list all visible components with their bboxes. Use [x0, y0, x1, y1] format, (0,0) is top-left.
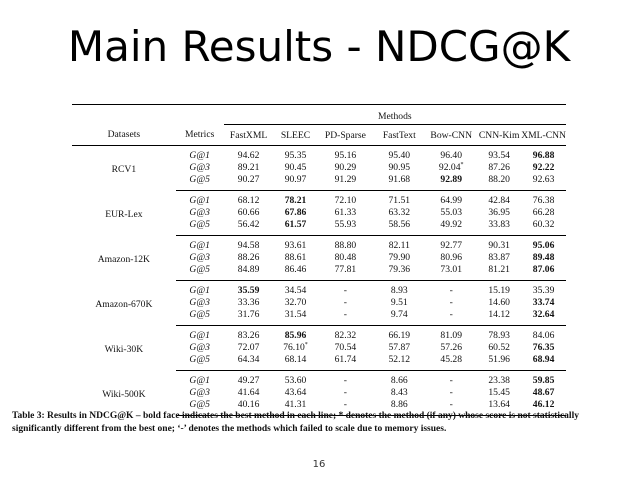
table-body [72, 146, 566, 416]
value-text: - [449, 297, 453, 308]
value-text: 90.97 [284, 174, 307, 185]
value-text: - [343, 285, 347, 296]
metric-cell: G@3 [189, 297, 210, 308]
value-cell [373, 207, 425, 219]
value-cell [373, 342, 425, 354]
value-cell [224, 354, 274, 371]
value-cell [274, 219, 318, 236]
value-cell [521, 264, 566, 281]
value-cell [224, 219, 274, 236]
column-header-fastxml: FastXML [224, 125, 274, 146]
value-text: 33.36 [237, 297, 260, 308]
value-cell [425, 342, 477, 354]
value-cell [373, 174, 425, 191]
value-cell [317, 252, 373, 264]
value-cell [373, 371, 425, 388]
value-cell [274, 297, 318, 309]
value-cell [317, 264, 373, 281]
value-cell [373, 297, 425, 309]
value-text: 90.31 [488, 240, 510, 251]
value-cell [373, 281, 425, 298]
metric-cell: G@1 [189, 285, 210, 296]
value-cell [477, 297, 521, 309]
value-text: - [343, 309, 347, 320]
value-cell [373, 309, 425, 326]
value-text: 35.59 [237, 285, 260, 296]
value-cell [425, 309, 477, 326]
value-text: 71.51 [388, 195, 411, 206]
value-text: 9.74 [390, 309, 408, 320]
value-cell [274, 264, 318, 281]
value-cell [521, 146, 566, 163]
value-cell [274, 207, 318, 219]
value-cell [224, 371, 274, 388]
value-cell [373, 146, 425, 163]
value-text: 72.10 [334, 195, 357, 206]
column-header-bow-cnn: Bow-CNN [425, 125, 477, 146]
metric-cell: G@3 [189, 342, 210, 353]
value-text: 45.28 [440, 354, 463, 365]
value-cell [317, 146, 373, 163]
metric-cell: G@1 [189, 240, 210, 251]
value-text: 36.95 [488, 207, 510, 218]
value-cell [521, 162, 566, 174]
metric-cell: G@3 [189, 252, 210, 263]
value-text: 49.27 [237, 375, 260, 386]
value-text: 8.43 [390, 387, 408, 398]
significance-mark: * [304, 341, 308, 348]
value-text: 92.89 [440, 174, 463, 185]
value-text: - [343, 387, 347, 398]
value-text: 72.07 [237, 342, 260, 353]
value-text: 61.74 [334, 354, 357, 365]
value-text: 73.01 [440, 264, 463, 275]
column-header-sleec: SLEEC [274, 125, 318, 146]
column-header-fasttext: FastText [373, 125, 425, 146]
page-number: 16 [312, 459, 326, 470]
table-row [72, 236, 566, 253]
value-cell [224, 387, 274, 399]
value-cell [425, 252, 477, 264]
value-text: 94.62 [237, 150, 260, 161]
value-cell [521, 354, 566, 371]
value-text: 92.63 [532, 174, 555, 185]
value-text: 96.88 [532, 150, 555, 161]
metric-cell: G@1 [189, 150, 210, 161]
value-cell [317, 387, 373, 399]
value-text: 84.89 [237, 264, 260, 275]
value-cell [425, 207, 477, 219]
value-cell [477, 146, 521, 163]
value-cell [274, 342, 318, 354]
value-cell [317, 297, 373, 309]
value-text: 90.27 [237, 174, 260, 185]
value-text: 8.86 [390, 399, 408, 410]
value-cell [317, 236, 373, 253]
value-text: 95.16 [334, 150, 357, 161]
value-text: 86.46 [284, 264, 307, 275]
value-cell [274, 371, 318, 388]
value-text: - [449, 399, 453, 410]
value-text: 9.51 [390, 297, 408, 308]
value-text: - [449, 285, 453, 296]
value-text: 93.54 [488, 150, 510, 161]
value-text: 63.32 [388, 207, 411, 218]
value-text: 88.61 [284, 252, 307, 263]
metric-cell: G@5 [176, 354, 224, 371]
methods-header: Methods [224, 108, 566, 125]
value-cell [477, 174, 521, 191]
metric-cell: G@5 [176, 399, 224, 416]
value-cell [425, 354, 477, 371]
value-cell [274, 146, 318, 163]
value-text: 14.12 [488, 309, 510, 320]
value-cell [477, 326, 521, 343]
value-text: 51.96 [488, 354, 510, 365]
value-text: 91.29 [334, 174, 357, 185]
value-text: - [449, 309, 453, 320]
value-text: 60.32 [532, 219, 555, 230]
table-caption: Table 3: Results in NDCG@K – bold face indicates the best method in each line; * denotes the method (if any) whose score is not statistically significantly different from the best one; ‘-’ denotes the methods which failed to scale due to memory issues. [12, 411, 579, 434]
value-cell [477, 236, 521, 253]
value-text: 85.96 [284, 330, 307, 341]
value-text: 43.64 [284, 387, 307, 398]
value-cell [274, 236, 318, 253]
value-text: 13.64 [488, 399, 510, 410]
value-text: 76.35 [532, 342, 555, 353]
value-cell [425, 191, 477, 208]
value-text: 87.06 [532, 264, 555, 275]
value-text: 49.92 [440, 219, 463, 230]
value-cell [224, 236, 274, 253]
value-text: 58.56 [388, 219, 411, 230]
value-text: 88.26 [237, 252, 260, 263]
value-text: 79.90 [388, 252, 411, 263]
value-cell [274, 309, 318, 326]
value-text: 80.96 [440, 252, 463, 263]
value-text: 56.42 [237, 219, 260, 230]
significance-mark: * [460, 161, 464, 168]
value-cell [373, 354, 425, 371]
value-text: 82.11 [388, 240, 410, 251]
metric-cell: G@3 [189, 207, 210, 218]
value-cell [224, 162, 274, 174]
value-cell [425, 387, 477, 399]
dataset-cell: EUR-Lex [105, 209, 143, 220]
value-cell [224, 326, 274, 343]
value-text: - [449, 375, 453, 386]
value-text: 15.19 [488, 285, 510, 296]
value-text: 68.94 [532, 354, 555, 365]
dataset-cell: Amazon-12K [97, 254, 150, 265]
value-text: 48.67 [532, 387, 555, 398]
value-text: 80.48 [334, 252, 357, 263]
column-header-xml-cnn: XML-CNN [521, 125, 566, 146]
value-cell [477, 252, 521, 264]
value-text: 33.74 [532, 297, 555, 308]
value-text: 41.31 [284, 399, 307, 410]
value-text: 57.87 [388, 342, 411, 353]
value-cell [425, 326, 477, 343]
metric-cell: G@3 [189, 387, 210, 398]
value-cell [425, 219, 477, 236]
value-text: 83.87 [488, 252, 510, 263]
value-text: 31.76 [237, 309, 260, 320]
value-text: 77.81 [334, 264, 357, 275]
value-text: 14.60 [488, 297, 510, 308]
value-text: 81.09 [440, 330, 463, 341]
value-text: 33.83 [488, 219, 510, 230]
value-cell [317, 207, 373, 219]
value-text: 64.34 [237, 354, 260, 365]
value-cell [274, 174, 318, 191]
slide-title: Main Results - NDCG@K [67, 22, 571, 71]
dataset-cell: Wiki-30K [104, 344, 144, 355]
metric-cell: G@1 [189, 375, 210, 386]
value-text: 31.54 [284, 309, 307, 320]
value-cell [477, 207, 521, 219]
value-cell [425, 162, 477, 174]
value-cell [317, 219, 373, 236]
value-text: 79.36 [388, 264, 411, 275]
value-text: 92.04 [438, 162, 461, 173]
dataset-cell: RCV1 [111, 164, 137, 176]
value-cell [521, 326, 566, 343]
value-text: 68.12 [237, 195, 260, 206]
value-text: - [343, 297, 347, 308]
value-cell [425, 371, 477, 388]
value-text: - [343, 375, 347, 386]
value-cell [317, 342, 373, 354]
dataset-cell: Amazon-670K [95, 299, 153, 310]
value-text: 8.93 [390, 285, 408, 296]
value-cell [373, 264, 425, 281]
value-text: 66.19 [388, 330, 411, 341]
value-text: 32.70 [284, 297, 307, 308]
value-text: 61.57 [284, 219, 307, 230]
value-cell [274, 162, 318, 174]
value-cell [224, 297, 274, 309]
value-cell [274, 191, 318, 208]
value-cell [224, 191, 274, 208]
value-text: 40.16 [237, 399, 260, 410]
column-header-pd-sparse: PD-Sparse [317, 125, 373, 146]
value-cell [317, 326, 373, 343]
value-cell [477, 342, 521, 354]
value-cell [317, 174, 373, 191]
value-cell [224, 264, 274, 281]
value-cell [373, 236, 425, 253]
value-cell [317, 162, 373, 174]
value-text: 52.12 [388, 354, 411, 365]
value-cell [224, 309, 274, 326]
value-text: 95.06 [532, 240, 555, 251]
value-cell [477, 309, 521, 326]
results-table-container [72, 104, 566, 416]
value-cell [477, 354, 521, 371]
metric-cell: G@5 [176, 264, 224, 281]
value-cell [425, 174, 477, 191]
value-cell [373, 191, 425, 208]
value-text: 76.10 [283, 342, 305, 353]
dataset-cell: Wiki-500K [102, 389, 146, 400]
value-text: 34.54 [284, 285, 307, 296]
value-text: 90.95 [388, 162, 411, 173]
value-cell [274, 326, 318, 343]
value-text: 32.64 [532, 309, 555, 320]
value-cell [521, 236, 566, 253]
value-cell [274, 354, 318, 371]
value-cell [274, 252, 318, 264]
value-text: 55.03 [440, 207, 463, 218]
value-cell [373, 252, 425, 264]
metric-cell: G@1 [189, 195, 210, 206]
value-text: 90.29 [334, 162, 357, 173]
column-header-row [72, 125, 566, 146]
table-row [72, 191, 566, 208]
value-text: 89.48 [532, 252, 555, 263]
value-text: 70.54 [334, 342, 357, 353]
value-text: 78.21 [284, 195, 307, 206]
value-text: 76.38 [532, 195, 555, 206]
value-text: 23.38 [488, 375, 510, 386]
value-text: 68.14 [284, 354, 307, 365]
value-cell [224, 281, 274, 298]
value-text: 59.85 [532, 375, 555, 386]
value-cell [521, 191, 566, 208]
value-text: 60.52 [488, 342, 510, 353]
table-row [72, 281, 566, 298]
column-header-metrics: Metrics [176, 125, 224, 146]
column-header-cnn-kim: CNN-Kim [477, 125, 521, 146]
value-text: 93.61 [284, 240, 307, 251]
value-cell [317, 281, 373, 298]
value-cell [274, 387, 318, 399]
results-table [72, 104, 566, 416]
table-row [72, 371, 566, 388]
value-cell [521, 219, 566, 236]
value-text: 55.93 [334, 219, 357, 230]
value-cell [224, 342, 274, 354]
value-cell [224, 207, 274, 219]
value-text: - [343, 399, 347, 410]
value-cell [425, 146, 477, 163]
value-cell [521, 174, 566, 191]
value-text: 88.80 [334, 240, 357, 251]
value-text: 88.20 [488, 174, 510, 185]
value-cell [521, 342, 566, 354]
value-text: 87.26 [488, 162, 510, 173]
value-cell [477, 191, 521, 208]
value-cell [521, 207, 566, 219]
value-cell [373, 387, 425, 399]
value-cell [224, 252, 274, 264]
value-cell [274, 281, 318, 298]
value-cell [224, 174, 274, 191]
table-row [72, 146, 566, 163]
value-cell [224, 146, 274, 163]
value-cell [521, 297, 566, 309]
column-header-datasets: Datasets [72, 125, 176, 146]
metric-cell: G@5 [176, 219, 224, 236]
value-text: 8.66 [390, 375, 408, 386]
value-cell [317, 354, 373, 371]
value-cell [521, 371, 566, 388]
value-cell [317, 309, 373, 326]
value-text: 53.60 [284, 375, 307, 386]
value-text: 64.99 [440, 195, 463, 206]
value-cell [477, 219, 521, 236]
value-cell [373, 219, 425, 236]
value-text: 78.93 [488, 330, 510, 341]
value-cell [477, 371, 521, 388]
value-text: 61.33 [334, 207, 357, 218]
value-text: 35.39 [532, 285, 555, 296]
value-cell [521, 252, 566, 264]
table-row [72, 326, 566, 343]
value-cell [477, 387, 521, 399]
value-text: 84.06 [532, 330, 555, 341]
value-text: 46.12 [532, 399, 555, 410]
value-cell [317, 191, 373, 208]
value-text: 57.26 [440, 342, 463, 353]
metric-cell: G@5 [176, 309, 224, 326]
value-text: 89.21 [237, 162, 260, 173]
metric-cell: G@3 [189, 162, 210, 173]
value-text: 90.45 [284, 162, 307, 173]
value-cell [477, 162, 521, 174]
value-text: 92.77 [440, 240, 463, 251]
value-text: 60.66 [237, 207, 260, 218]
value-text: 41.64 [237, 387, 260, 398]
value-text: 67.86 [284, 207, 307, 218]
value-cell [477, 264, 521, 281]
value-text: 42.84 [488, 195, 510, 206]
value-text: 15.45 [488, 387, 510, 398]
value-text: 92.22 [532, 162, 555, 173]
value-cell [317, 371, 373, 388]
value-cell [425, 297, 477, 309]
metric-cell: G@1 [189, 330, 210, 341]
value-cell [425, 236, 477, 253]
value-cell [425, 281, 477, 298]
value-cell [521, 387, 566, 399]
value-text: 91.68 [388, 174, 411, 185]
value-cell [521, 309, 566, 326]
value-text: 66.28 [532, 207, 555, 218]
value-cell [373, 162, 425, 174]
value-text: 95.40 [388, 150, 411, 161]
value-text: - [449, 387, 453, 398]
metric-cell: G@5 [176, 174, 224, 191]
value-cell [425, 264, 477, 281]
value-text: 96.40 [440, 150, 463, 161]
value-text: 94.58 [237, 240, 260, 251]
value-cell [373, 326, 425, 343]
value-text: 82.32 [334, 330, 357, 341]
value-cell [477, 281, 521, 298]
value-cell [521, 281, 566, 298]
value-text: 95.35 [284, 150, 307, 161]
value-text: 81.21 [488, 264, 510, 275]
value-text: 83.26 [237, 330, 260, 341]
